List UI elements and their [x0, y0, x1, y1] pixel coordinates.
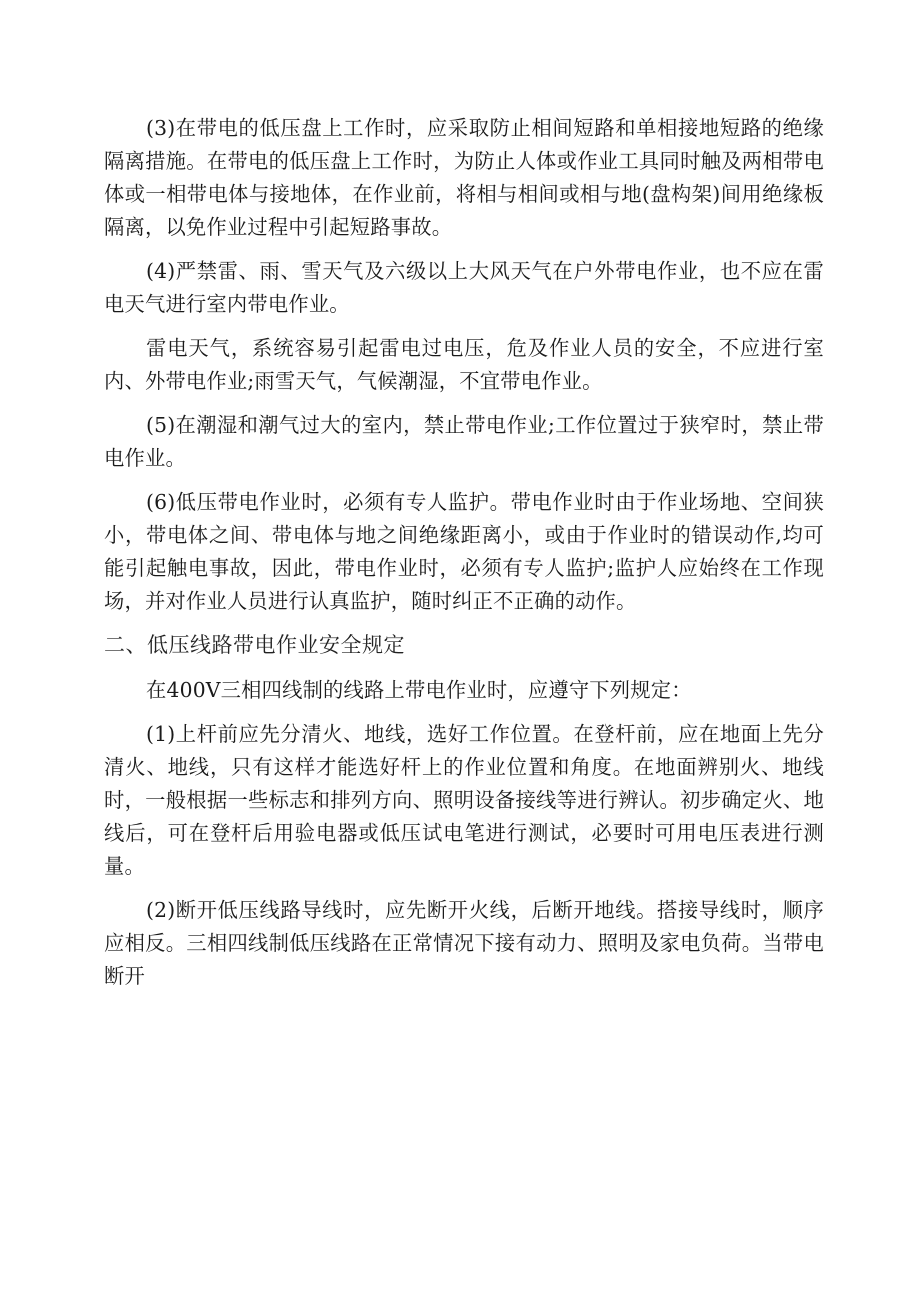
- paragraph-item-3: (3)在带电的低压盘上工作时，应采取防止相间短路和单相接地短路的绝缘隔离措施。在带电的低压盘上工作时，为防止人体或作业工具同时触及两相带电体或一相带电体与接地体，在作业前，将相与相间或相与地(盘构架)间用绝缘板隔离，以免作业过程中引起短路事故。: [104, 116, 824, 239]
- paragraph-rule-2: (2)断开低压线路导线时，应先断开火线，后断开地线。搭接导线时，顺序应相反。三相四线制低压线路在正常情况下接有动力、照明及家电负荷。当带电断开: [104, 898, 824, 988]
- paragraph-intro: 在400V三相四线制的线路上带电作业时，应遵守下列规定：: [146, 678, 692, 702]
- paragraph-rule-1: (1)上杆前应先分清火、地线，选好工作位置。在登杆前，应在地面上先分清火、地线，只有这样才能选好杆上的作业位置和角度。在地面辨别火、地线时，一般根据一些标志和排列方向、照明设备接线等进行辨认。初步确定火、地线后，可在登杆后用验电器或低压试电笔进行测试，必要时可用电压表进行测量。: [104, 722, 824, 878]
- paragraph-item-6: (6)低压带电作业时，必须有专人监护。带电作业时由于作业场地、空间狭小，带电体之间、带电体与地之间绝缘距离小，或由于作业时的错误动作,均可能引起触电事故，因此，带电作业时，必须有专人监护;监护人应始终在工作现场，并对作业人员进行认真监护，随时纠正不正确的动作。: [104, 490, 824, 613]
- section-heading: 二、低压线路带电作业安全规定: [104, 633, 405, 657]
- paragraph-item-5: (5)在潮湿和潮气过大的室内，禁止带电作业;工作位置过于狭窄时，禁止带电作业。: [104, 413, 824, 470]
- paragraph-lightning-note: 雷电天气，系统容易引起雷电过电压，危及作业人员的安全，不应进行室内、外带电作业;雨雪天气，气候潮湿，不宜带电作业。: [104, 336, 824, 393]
- paragraph-item-4: (4)严禁雷、雨、雪天气及六级以上大风天气在户外带电作业，也不应在雷电天气进行室内带电作业。: [104, 259, 824, 316]
- document-body: [104, 112, 824, 1004]
